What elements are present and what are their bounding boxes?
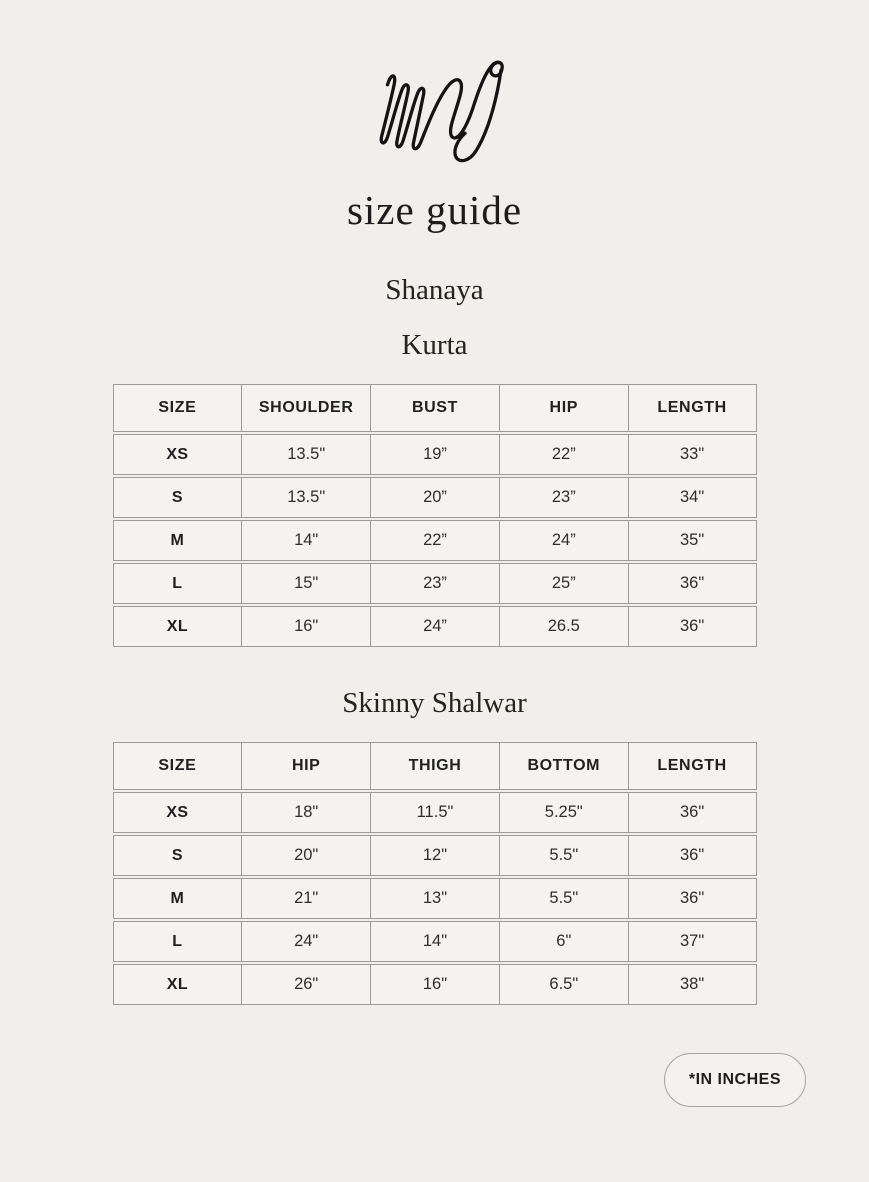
- measurement-cell: 13.5": [241, 434, 370, 475]
- measurement-cell: 19”: [370, 434, 499, 475]
- measurement-cell: 6": [499, 921, 628, 962]
- measurement-cell: 20": [241, 835, 370, 876]
- measurement-cell: 36": [628, 563, 757, 604]
- column-header: HIP: [499, 384, 628, 432]
- measurement-cell: 16": [370, 964, 499, 1005]
- size-label-cell: S: [113, 477, 242, 518]
- measurement-cell: 23”: [370, 563, 499, 604]
- measurement-cell: 33": [628, 434, 757, 475]
- measurement-cell: 23”: [499, 477, 628, 518]
- shalwar-section: [0, 687, 869, 1007]
- measurement-cell: 37": [628, 921, 757, 962]
- table-row: [113, 878, 757, 919]
- column-header: BOTTOM: [499, 742, 628, 790]
- measurement-cell: 26.5: [499, 606, 628, 647]
- column-header: SIZE: [113, 742, 242, 790]
- column-header: LENGTH: [628, 742, 757, 790]
- measurement-cell: 36": [628, 835, 757, 876]
- kurta-section: [0, 329, 869, 649]
- footnote-row: [0, 1053, 869, 1107]
- brand-logo: [0, 46, 869, 174]
- measurement-cell: 16": [241, 606, 370, 647]
- table-row: [113, 477, 757, 518]
- kurta-table-heading: Kurta: [401, 329, 468, 361]
- table-header-row: [113, 384, 757, 432]
- measurement-cell: 22”: [370, 520, 499, 561]
- measurement-cell: 20”: [370, 477, 499, 518]
- measurement-cell: 24": [241, 921, 370, 962]
- size-label-cell: XS: [113, 434, 242, 475]
- size-label-cell: M: [113, 878, 242, 919]
- table-row: [113, 921, 757, 962]
- column-header: LENGTH: [628, 384, 757, 432]
- page-title: size guide: [346, 187, 523, 233]
- table-row: [113, 964, 757, 1005]
- measurement-cell: 14": [241, 520, 370, 561]
- size-label-cell: XL: [113, 606, 242, 647]
- size-label-cell: S: [113, 835, 242, 876]
- table-row: [113, 434, 757, 475]
- size-label-cell: XL: [113, 964, 242, 1005]
- column-header: THIGH: [370, 742, 499, 790]
- measurement-cell: 38": [628, 964, 757, 1005]
- shalwar-table-heading: Skinny Shalwar: [342, 687, 527, 719]
- measurement-cell: 25”: [499, 563, 628, 604]
- shalwar-size-table: [113, 740, 757, 1007]
- column-header: SIZE: [113, 384, 242, 432]
- measurement-cell: 36": [628, 606, 757, 647]
- measurement-cell: 5.5": [499, 878, 628, 919]
- column-header: SHOULDER: [241, 384, 370, 432]
- measurement-cell: 35": [628, 520, 757, 561]
- size-label-cell: XS: [113, 792, 242, 833]
- table-row: [113, 520, 757, 561]
- measurement-cell: 13": [370, 878, 499, 919]
- measurement-cell: 6.5": [499, 964, 628, 1005]
- measurement-cell: 18": [241, 792, 370, 833]
- measurement-cell: 15": [241, 563, 370, 604]
- table-row: [113, 606, 757, 647]
- measurement-cell: 26": [241, 964, 370, 1005]
- size-label-cell: L: [113, 563, 242, 604]
- measurement-cell: 24”: [499, 520, 628, 561]
- measurement-cell: 14": [370, 921, 499, 962]
- size-label-cell: M: [113, 520, 242, 561]
- table-row: [113, 835, 757, 876]
- measurement-cell: 36": [628, 792, 757, 833]
- measurement-cell: 22”: [499, 434, 628, 475]
- product-name: Shanaya: [385, 274, 484, 306]
- measurement-cell: 12": [370, 835, 499, 876]
- table-header-row: [113, 742, 757, 790]
- measurement-cell: 24”: [370, 606, 499, 647]
- units-note-pill: *IN INCHES: [664, 1053, 806, 1107]
- measurement-cell: 21": [241, 878, 370, 919]
- measurement-cell: 5.25": [499, 792, 628, 833]
- brand-signature-icon: [350, 46, 520, 174]
- measurement-cell: 13.5": [241, 477, 370, 518]
- measurement-cell: 36": [628, 878, 757, 919]
- column-header: BUST: [370, 384, 499, 432]
- column-header: HIP: [241, 742, 370, 790]
- size-label-cell: L: [113, 921, 242, 962]
- measurement-cell: 11.5": [370, 792, 499, 833]
- kurta-size-table: [113, 382, 757, 649]
- measurement-cell: 5.5": [499, 835, 628, 876]
- table-row: [113, 563, 757, 604]
- table-row: [113, 792, 757, 833]
- measurement-cell: 34": [628, 477, 757, 518]
